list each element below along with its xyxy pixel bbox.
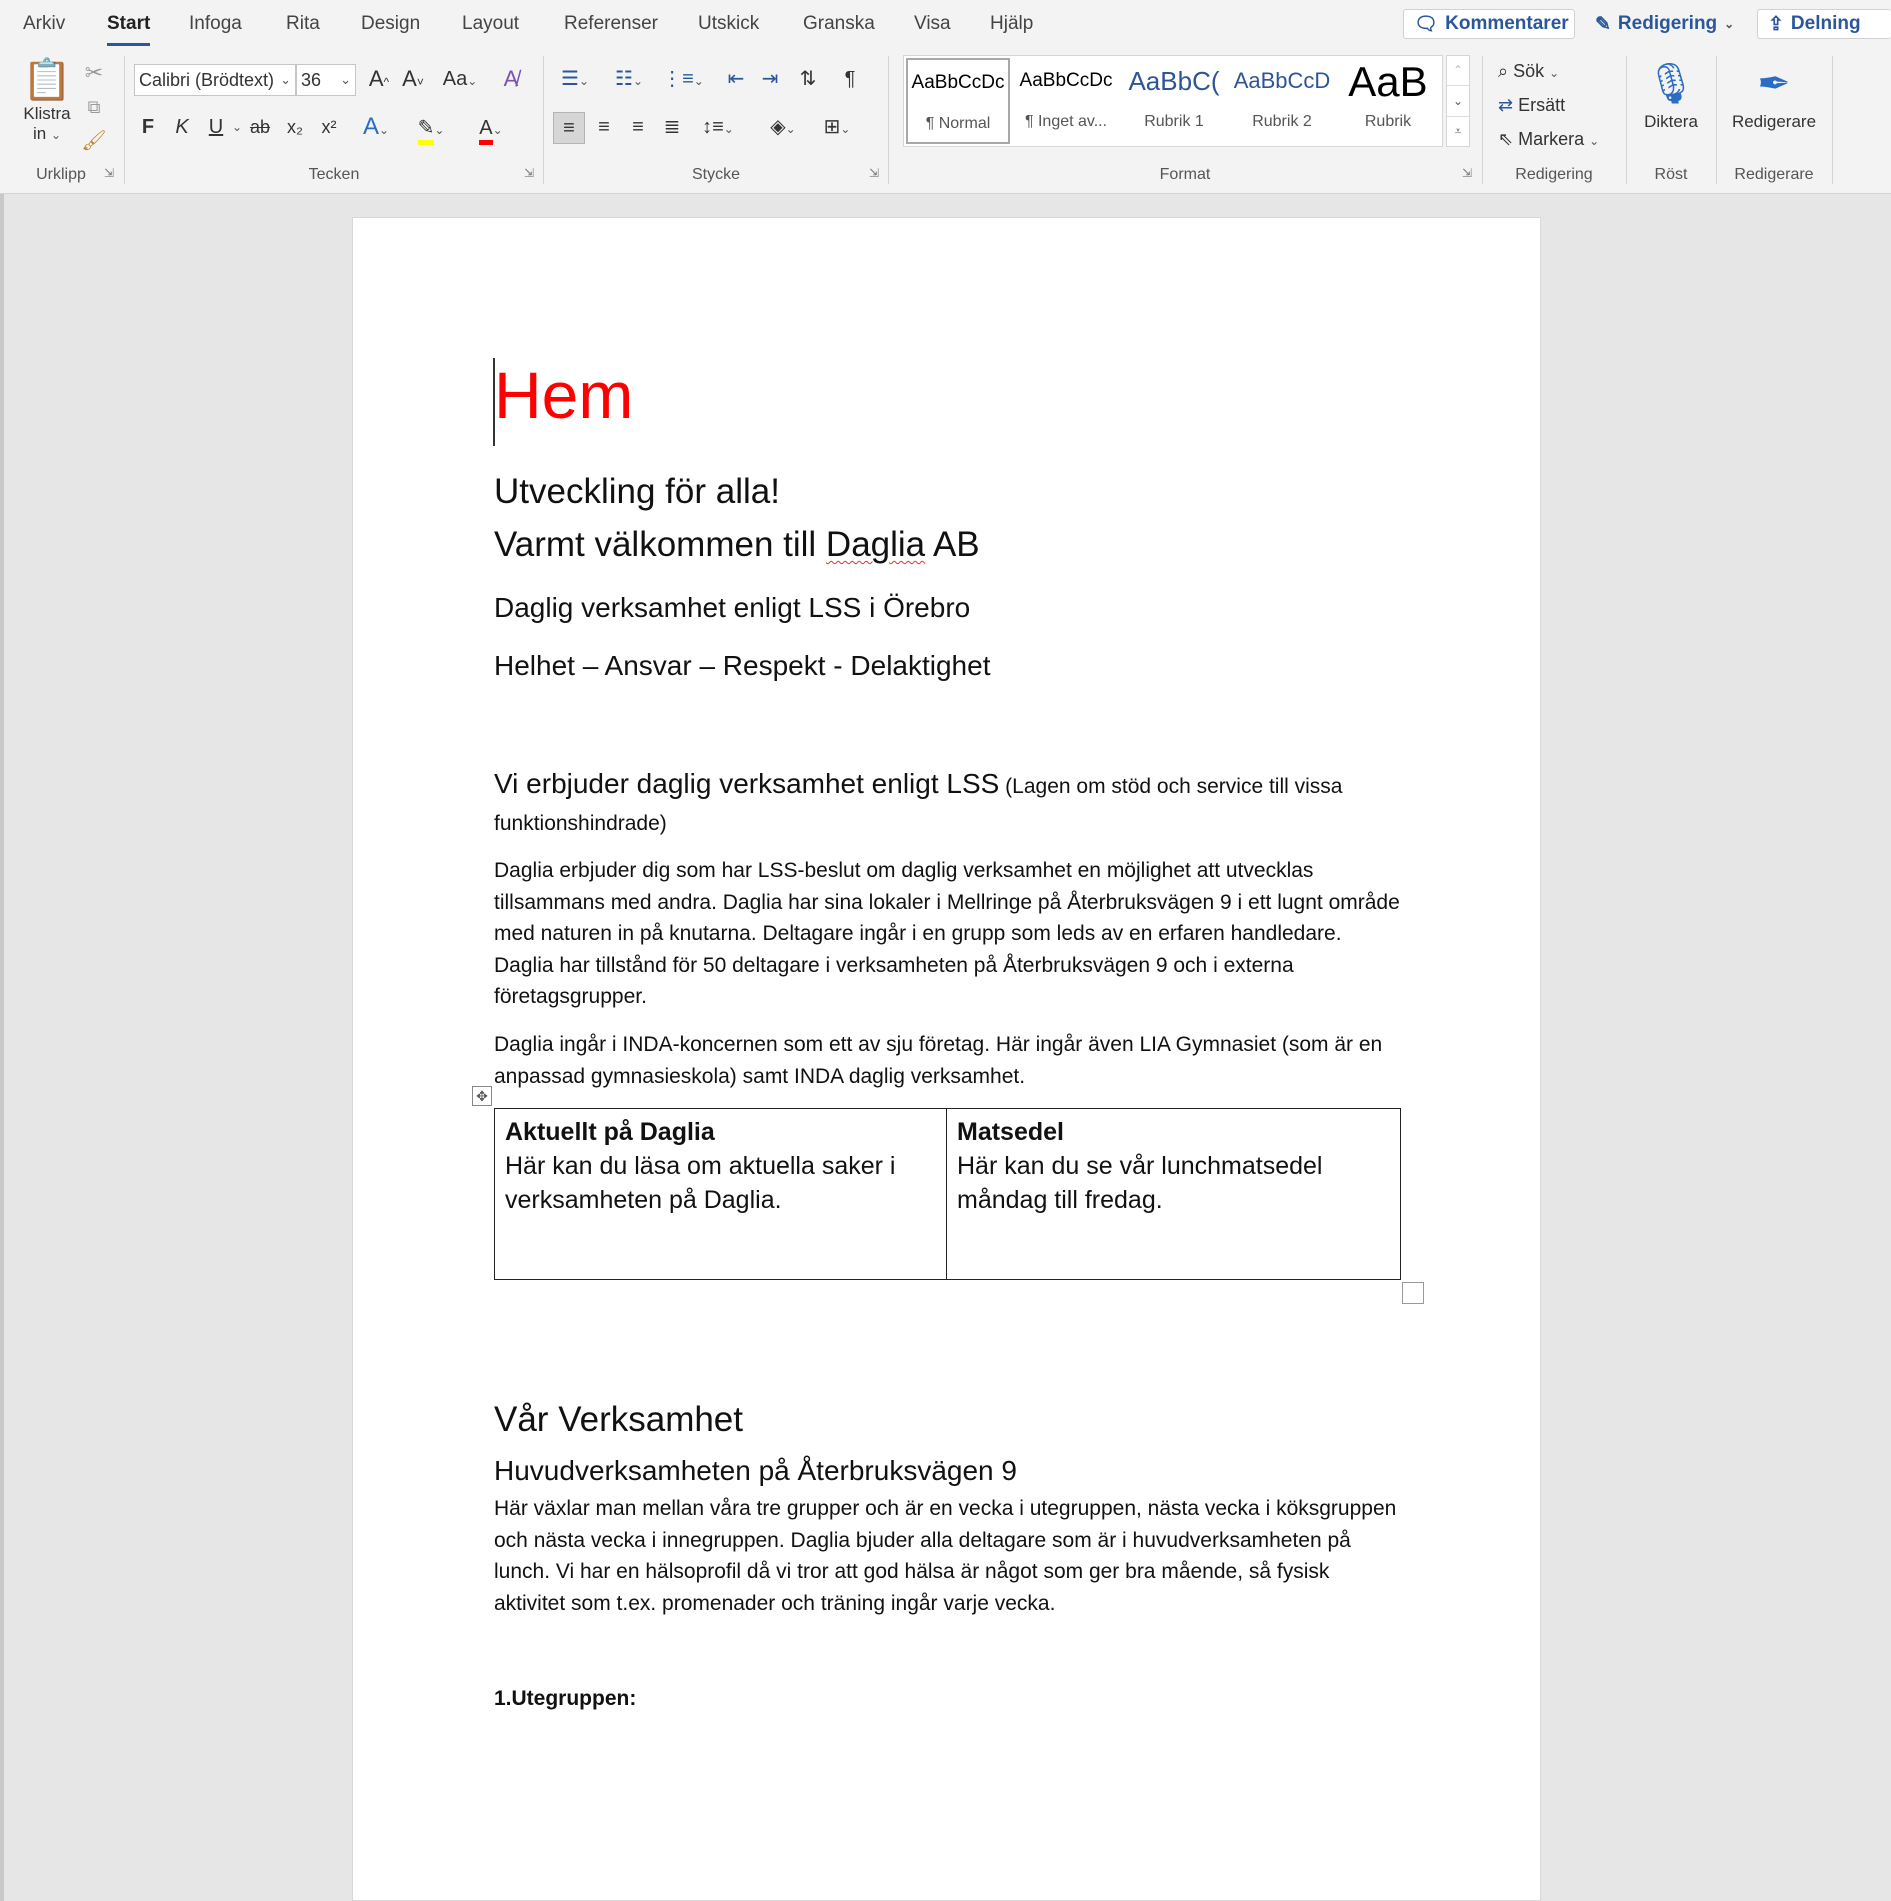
shading-button[interactable] <box>761 112 805 144</box>
info-table <box>494 1108 1401 1280</box>
cell-text: Här kan du se vår lunchmatsedel måndag till fredag. <box>957 1152 1323 1214</box>
chevron-down-icon: ⌄ <box>280 72 291 87</box>
replace-label: Ersätt <box>1518 95 1566 115</box>
style-preview: AaBbCcDc <box>1019 70 1113 91</box>
group-divider <box>888 56 889 184</box>
cut-icon[interactable]: ✂ <box>84 60 104 85</box>
font-color-icon: A <box>479 116 492 145</box>
cell-title: Aktuellt på Daglia <box>505 1118 715 1146</box>
clipboard-icon: 📋 <box>22 58 72 102</box>
scroll-down-icon[interactable]: ⌄ <box>1447 85 1469 117</box>
group-divider <box>1626 56 1627 184</box>
font-name-value: Calibri (Brödtext) <box>139 70 275 90</box>
share-icon: ⇪ <box>1768 13 1784 35</box>
chevron-down-icon: ⌄ <box>840 122 851 136</box>
tab-arkiv[interactable]: Arkiv <box>23 13 66 34</box>
style-preview: AaBbCcDc <box>911 72 1005 93</box>
left-edge <box>0 194 4 1901</box>
numbered-list-icon: ☷ <box>615 68 633 90</box>
chevron-down-icon: ⌄ <box>693 74 704 88</box>
heading-huvudverksamheten[interactable]: Huvudverksamheten på Återbruksvägen 9 <box>494 1455 1017 1486</box>
style-name: Rubrik 2 <box>1252 113 1312 130</box>
heading-utegruppen[interactable]: 1.Utegruppen: <box>494 1687 637 1710</box>
chevron-down-icon: ⌄ <box>1724 17 1735 31</box>
increase-indent-icon[interactable]: ⇥ <box>761 68 779 90</box>
justify-icon[interactable]: ≣ <box>663 116 681 138</box>
pilcrow-icon[interactable]: ¶ <box>844 68 856 90</box>
ribbon <box>0 0 1891 194</box>
chevron-down-icon: ⌄ <box>785 122 796 136</box>
decrease-indent-icon[interactable]: ⇤ <box>727 68 745 90</box>
group-divider <box>543 56 544 184</box>
doc-title[interactable]: Hem <box>494 358 634 432</box>
chevron-down-icon: ⌄ <box>434 123 445 137</box>
comments-button[interactable] <box>1403 9 1575 39</box>
style-name: ¶ Inget av... <box>1024 113 1108 130</box>
microphone-icon: 🎙 <box>1645 62 1697 106</box>
text-effects-icon: A <box>362 113 379 140</box>
offer-law: (Lagen om stöd och service till vissa funktionshindrade) <box>494 775 1343 835</box>
heading-text: Daglia <box>825 525 926 564</box>
font-name-dropdown[interactable] <box>134 64 296 96</box>
paste-label-2: in <box>32 124 47 143</box>
offer-heading: Vi erbjuder daglig verksamhet enligt LSS <box>494 768 1000 799</box>
line-spacing-icon: ↕≡ <box>702 116 724 138</box>
align-center-icon[interactable]: ≡ <box>598 116 610 138</box>
bullets-button[interactable] <box>553 64 597 96</box>
editor-label: Redigerare <box>1731 112 1817 131</box>
editor-pen-icon: ✒ <box>1757 62 1791 106</box>
table-cell-aktuellt[interactable] <box>495 1109 947 1279</box>
pencil-icon: ✎ <box>1595 13 1611 35</box>
select-button[interactable] <box>1498 124 1599 154</box>
dialog-launcher-icon[interactable]: ⇲ <box>1461 166 1472 180</box>
align-left-icon[interactable]: ≡ <box>553 112 585 144</box>
numbering-button[interactable] <box>607 64 651 96</box>
style-name: Rubrik 1 <box>1144 113 1204 130</box>
grow-font-button[interactable] <box>364 64 394 97</box>
search-icon: ⌕ <box>1498 61 1509 81</box>
superscript-button[interactable]: x² <box>321 117 337 137</box>
paragraph-intro[interactable]: Daglia erbjuder dig som har LSS-beslut om daglig verksamhet en möjlighet att utvecklas tillsammans med andra. Daglia har sina lokaler i Mellringe på Återbruksvägen 9 i ett lugnt område med naturen in på knutarna. Deltagare ingår i en grupp som leds av en erfaren handledare. Daglia har tillstånd för 50 deltagare i verksamheten på Återbruksvägen 9 och i externa företagsgrupper. <box>494 859 1400 1008</box>
bullet-list-icon: ☰ <box>561 68 579 90</box>
cursor-icon: ⇖ <box>1498 129 1514 149</box>
clear-formatting-icon[interactable]: A̸ <box>503 66 519 91</box>
chevron-down-icon: ⌄ <box>578 74 589 88</box>
replace-icon: ⇄ <box>1498 95 1514 115</box>
chevron-down-icon: ⌄ <box>723 122 734 136</box>
format-painter-icon[interactable]: 🖌 <box>81 130 107 152</box>
paragraph-inda[interactable]: Daglia ingår i INDA-koncernen som ett av sju företag. Här ingår även LIA Gymnasiet (som är en anpassad gymnasieskola) samt INDA daglig verksamhet. <box>494 1033 1383 1088</box>
voice-group-label: Röst <box>1654 166 1688 183</box>
dictate-button[interactable] <box>1628 56 1714 132</box>
chevron-down-icon: ⌄ <box>467 74 478 88</box>
style-preview: AaBbCcD <box>1233 68 1331 93</box>
text-effects-button[interactable] <box>354 112 398 145</box>
style-name: ¶ Normal <box>925 115 991 132</box>
tab-infoga[interactable]: Infoga <box>189 13 242 34</box>
group-divider <box>124 56 125 184</box>
clipboard-group <box>0 56 122 190</box>
heading-var-verksamhet[interactable]: Vår Verksamhet <box>494 1400 743 1439</box>
paste-label: Klistra <box>23 104 71 123</box>
voice-group <box>1628 56 1714 190</box>
style-name: Rubrik <box>1364 113 1412 130</box>
borders-icon: ⊞ <box>823 116 841 138</box>
align-right-icon[interactable]: ≡ <box>632 116 644 138</box>
clipboard-group-label: Urklipp <box>36 166 86 183</box>
tab-design[interactable]: Design <box>361 13 421 34</box>
table-move-handle-icon[interactable]: ✥ <box>472 1086 492 1106</box>
font-color-button[interactable] <box>466 112 516 145</box>
grow-font-icon: A^ <box>368 66 390 91</box>
underline-button[interactable]: U <box>208 116 224 138</box>
share-button[interactable] <box>1757 9 1891 39</box>
subscript-button[interactable]: x₂ <box>287 117 303 137</box>
gallery-expand-icon[interactable]: ⩡ <box>1454 124 1462 138</box>
subheading-lss[interactable]: Daglig verksamhet enligt LSS i Örebro <box>494 592 971 623</box>
tab-utskick[interactable]: Utskick <box>698 13 760 34</box>
share-label: Delning <box>1790 13 1861 34</box>
offer-paragraph[interactable] <box>494 765 1404 842</box>
chevron-down-icon: ⌄ <box>340 72 351 87</box>
find-label: Sök <box>1513 61 1545 81</box>
ribbon-tabs <box>0 0 1891 50</box>
style-preview: AaBbC( <box>1128 66 1220 96</box>
find-button[interactable] <box>1498 56 1559 86</box>
group-divider <box>1716 56 1717 184</box>
sort-icon[interactable]: ⇅ <box>799 68 817 90</box>
editing-group <box>1484 56 1624 190</box>
italic-button[interactable]: K <box>175 116 189 138</box>
multilevel-list-button[interactable] <box>661 64 705 96</box>
line-spacing-button[interactable] <box>695 112 741 144</box>
tab-rita[interactable]: Rita <box>286 13 320 34</box>
editing-mode-button[interactable] <box>1585 9 1745 39</box>
replace-button[interactable] <box>1498 90 1565 120</box>
table-cell-matsedel[interactable] <box>947 1109 1399 1279</box>
tab-granska[interactable]: Granska <box>803 13 875 34</box>
cell-title: Matsedel <box>957 1118 1064 1146</box>
dialog-launcher-icon[interactable]: ⇲ <box>868 166 879 180</box>
heading-text: AB <box>925 525 980 564</box>
chevron-down-icon: ⌄ <box>1549 66 1560 80</box>
highlighter-icon: ✎ <box>418 116 435 145</box>
shrink-font-button[interactable] <box>398 64 428 97</box>
change-case-label: Aa <box>442 68 468 90</box>
subheading-values[interactable]: Helhet – Ansvar – Respekt - Delaktighet <box>494 650 991 681</box>
styles-group <box>890 56 1480 190</box>
font-group-label: Tecken <box>308 166 360 183</box>
highlight-button[interactable] <box>406 112 456 145</box>
group-divider <box>1832 56 1833 184</box>
chevron-down-icon: ⌄ <box>632 74 643 88</box>
chevron-down-icon: ⌄ <box>50 128 62 142</box>
dialog-launcher-icon[interactable]: ⇲ <box>103 166 114 180</box>
paint-bucket-icon: ◈ <box>770 116 786 138</box>
editor-button[interactable] <box>1718 56 1830 132</box>
font-size-value: 36 <box>301 70 322 90</box>
font-group <box>126 56 542 190</box>
tab-hjalp[interactable]: Hjälp <box>990 13 1034 34</box>
chevron-down-icon: ⌄ <box>1589 134 1600 148</box>
copy-icon[interactable]: ⧉ <box>87 97 101 117</box>
font-size-dropdown[interactable] <box>296 64 356 96</box>
heading-utveckling[interactable]: Utveckling för alla! <box>494 472 780 511</box>
shrink-font-icon: A˅ <box>402 66 424 91</box>
comments-label: Kommentarer <box>1445 13 1569 34</box>
select-label: Markera <box>1518 129 1585 149</box>
style-preview: AaB <box>1348 58 1428 105</box>
strikethrough-button[interactable]: ab <box>249 117 271 137</box>
chevron-down-icon: ⌄ <box>378 123 390 137</box>
change-case-button[interactable] <box>438 64 482 96</box>
tab-visa[interactable]: Visa <box>914 13 951 34</box>
multilevel-list-icon: ⋮≡ <box>662 68 694 90</box>
editing-group-label: Redigering <box>1515 166 1593 183</box>
styles-group-label: Format <box>1159 166 1211 183</box>
paste-button[interactable] <box>22 56 72 156</box>
editing-mode-label: Redigering <box>1617 13 1718 34</box>
comment-icon: 🗨 <box>1414 13 1439 35</box>
chevron-down-icon: ⌄ <box>492 123 503 137</box>
borders-button[interactable] <box>815 112 859 144</box>
scroll-up-icon[interactable]: ⌃ <box>1452 63 1464 77</box>
chevron-down-icon[interactable]: ⌄ <box>231 120 243 134</box>
tab-layout[interactable]: Layout <box>462 13 520 34</box>
tab-referenser[interactable]: Referenser <box>564 13 658 34</box>
heading-text: Varmt välkommen till <box>494 525 826 564</box>
editor-group-label: Redigerare <box>1734 166 1814 183</box>
paragraph-huvud[interactable]: Här växlar man mellan våra tre grupper och är en vecka i utegruppen, nästa vecka i köksgruppen och nästa vecka i innegruppen. Daglia bjuder alla deltagare som är i huvudverksamheten på lunch. Vi har en hälsoprofil då vi tror att god hälsa är något som ger bra mående, så fysisk aktivitet som t.ex. promenader och träning ingår varje vecka. <box>494 1497 1397 1615</box>
tab-start[interactable]: Start <box>107 13 151 34</box>
heading-valkommen[interactable] <box>494 525 980 565</box>
paragraph-group <box>545 56 887 190</box>
bold-button[interactable]: F <box>141 116 155 138</box>
cell-text: Här kan du läsa om aktuella saker i verksamheten på Daglia. <box>505 1152 896 1214</box>
dialog-launcher-icon[interactable]: ⇲ <box>523 166 534 180</box>
dictate-label: Diktera <box>1644 112 1698 131</box>
table-resize-handle[interactable] <box>1402 1282 1424 1304</box>
editor-group <box>1718 56 1830 190</box>
group-divider <box>1482 56 1483 184</box>
paragraph-group-label: Stycke <box>691 166 740 183</box>
